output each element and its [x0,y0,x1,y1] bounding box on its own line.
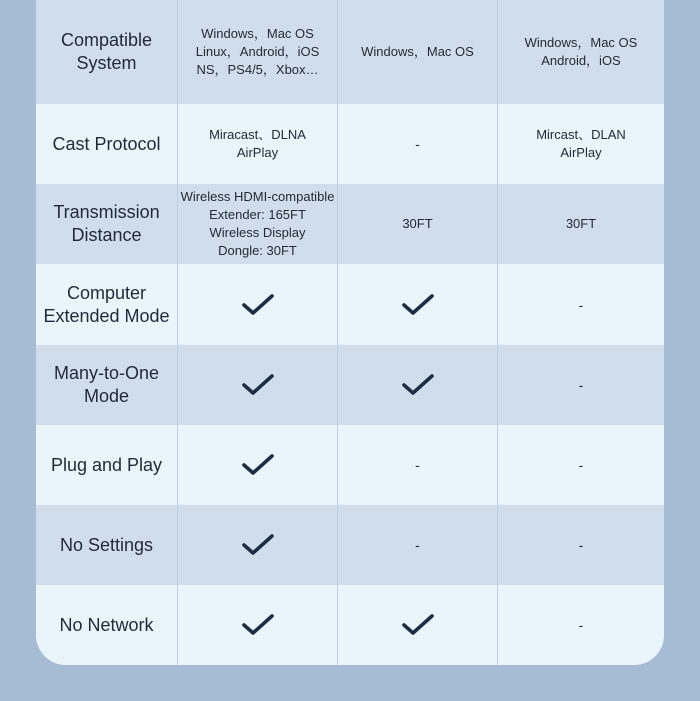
table-row [36,104,664,184]
value-cell [177,425,337,505]
feature-label: Many-to-One Mode [53,363,160,406]
value-cell [497,184,664,264]
value-text: - [578,296,584,313]
feature-label: Plug and Play [50,454,163,475]
value-cell [497,425,664,505]
value-text: Miracast、DLNA AirPlay [209,127,306,160]
value-cell [497,0,664,104]
checkmark-icon [401,372,435,398]
value-text: Windows，Mac OS Linux，Android，iOS NS，PS4/5，Xbox… [195,26,320,77]
value-cell [177,505,337,585]
checkmark-icon [401,612,435,638]
feature-label: Compatible System [60,30,153,73]
checkmark-icon [241,372,275,398]
checkmark-icon [241,612,275,638]
table-row [36,0,664,104]
table-row [36,505,664,585]
feature-cell [36,0,177,104]
value-text: - [578,377,584,393]
value-text: - [415,457,420,473]
value-text: Windows，Mac OS [361,44,474,59]
value-text: Windows，Mac OS Android，iOS [524,35,638,68]
value-text: - [415,537,420,553]
feature-label: No Settings [59,534,154,555]
value-cell [497,104,664,184]
checkmark-icon [401,292,435,318]
table-row [36,345,664,425]
value-cell [177,264,337,345]
value-cell [337,264,497,345]
feature-cell [36,585,177,665]
table-row [36,184,664,264]
value-cell [177,0,337,104]
checkmark-icon [241,532,275,558]
value-text: 30FT [565,216,597,231]
value-cell [177,345,337,425]
value-text: - [578,617,584,633]
value-cell [177,585,337,665]
value-text: Mircast、DLAN AirPlay [536,127,626,160]
feature-cell [36,425,177,505]
value-cell [497,345,664,425]
value-cell [337,585,497,665]
value-cell [337,184,497,264]
feature-label: Cast Protocol [52,133,161,154]
value-cell [497,264,664,345]
value-cell [497,585,664,665]
value-cell [337,104,497,184]
table-row [36,425,664,505]
value-text: 30FT [402,216,433,231]
feature-cell [36,505,177,585]
value-text: Wireless HDMI-compatible Extender: 165FT Wireless Display Dongle: 30FT [180,189,335,258]
value-cell [177,184,337,264]
feature-label: Computer Extended Mode [43,282,170,326]
feature-label: No Network [59,614,154,635]
value-text: - [415,136,420,152]
feature-label: Transmission Distance [53,202,160,245]
feature-cell [36,264,177,345]
feature-cell [36,104,177,184]
value-cell [337,0,497,104]
table-row [36,264,664,345]
checkmark-icon [241,452,275,478]
value-cell [337,345,497,425]
feature-cell [36,345,177,425]
table-row [36,585,664,665]
checkmark-icon [241,292,275,318]
value-cell [337,425,497,505]
value-cell [177,104,337,184]
value-text: - [578,537,584,553]
feature-cell [36,184,177,264]
value-cell [497,505,664,585]
value-text: - [578,457,584,473]
value-cell [337,505,497,585]
comparison-table [36,0,664,665]
